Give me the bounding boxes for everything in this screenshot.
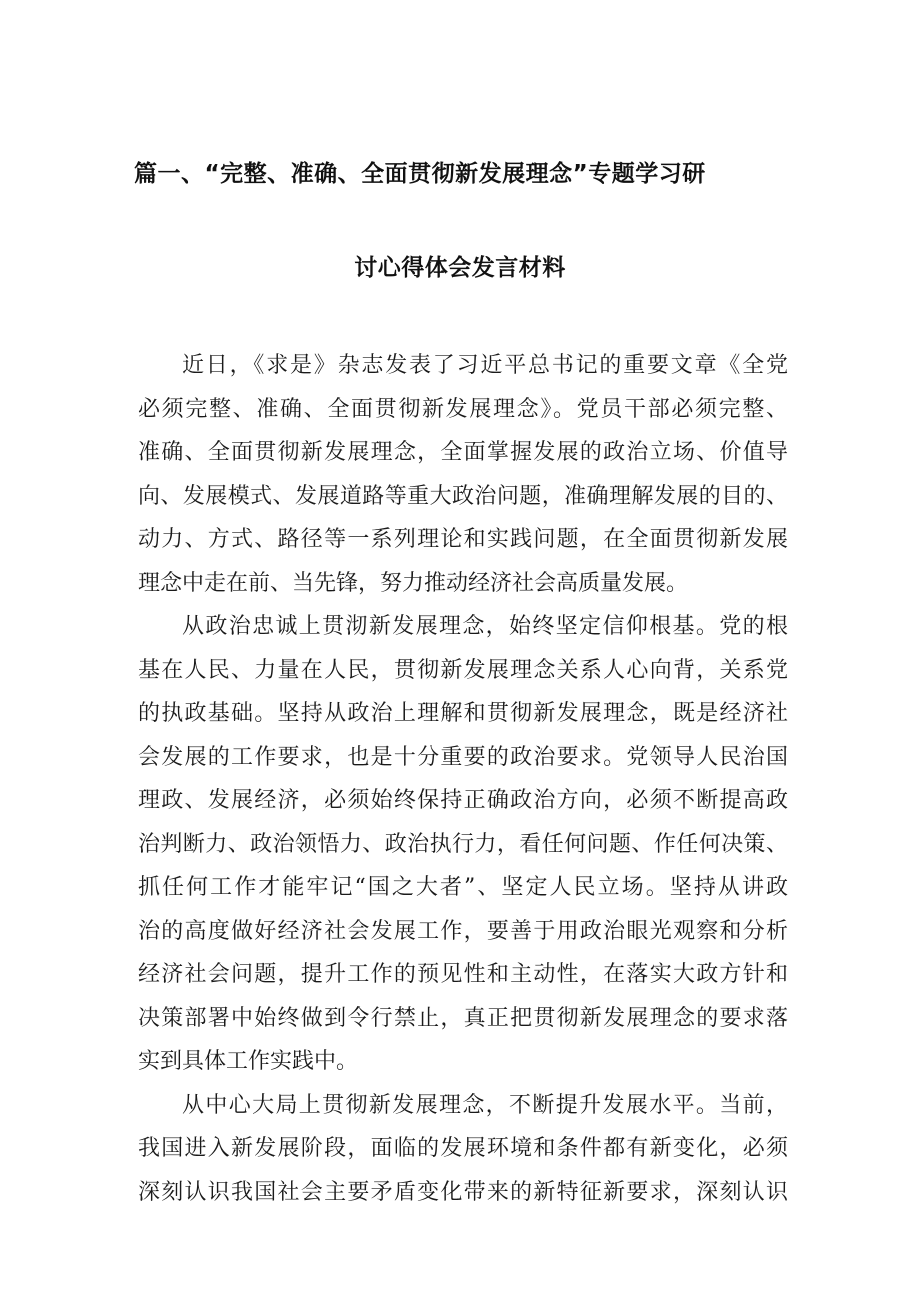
paragraph-1 [138,344,788,605]
paragraph-line: 动力、方式、路径等一系列理论和实践问题，在全面贯彻新发展 [138,527,788,552]
paragraph-line: 经济社会问题，提升工作的预见性和主动性，在落实大政方针和 [138,962,788,987]
paragraph-line: 决策部署中始终做到令行禁止，真正把贯彻新发展理念的要求落 [138,1005,788,1031]
paragraph-line: 深刻认识我国社会主要矛盾变化带来的新特征新要求，深刻认识 [138,1179,788,1205]
paragraph-3 [138,1084,788,1215]
paragraph-line: 必须完整、准确、全面贯彻新发展理念》。党员干部必须完整、 [138,396,788,422]
paragraph-line: 从政治忠诚上贯沏新发展理念，始终坚定信仰根基。党的根 [182,614,788,639]
paragraph-line: 治的高度做好经济社会发展工作，要善于用政治眼光观察和分析 [138,918,788,944]
paragraph-line: 的执政基础。坚持从政治上理解和贯彻新发展理念，既是经济社 [138,701,788,726]
paragraph-line: 理政、发展经济，必须始终保持正确政治方向，必须不断提高政 [138,788,788,813]
paragraph-line: 我国进入新发展阶段，面临的发展环境和条件都有新变化，必须 [138,1136,788,1161]
paragraph-line: 实到具体工作实践中。 [138,1049,359,1074]
document-title-line-2: 讨心得体会发言材料 [354,255,566,281]
paragraph-2 [138,605,788,1084]
paragraph-line: 会发展的工作要求，也是十分重要的政治要求。党领导人民治国 [138,744,788,770]
document-title-line-1: 篇一、“完整、准确、全面贯彻新发展理念”专题学习研 [134,161,706,187]
paragraph-line: 抓任何工作才能牢记“国之大者”、坚定人民立场。坚持从讲政 [138,875,788,900]
paragraph-line: 准确、全面贯彻新发展理念，全面掌握发展的政治立场、价值导 [138,440,788,465]
paragraph-line: 向、发展模式、发展道路等重大政治问题，准确理解发展的目的、 [138,483,788,509]
paragraph-line: 基在人民、力量在人民，贯彻新发展理念关系人心向背，关系党 [138,657,788,683]
paragraph-line: 治判断力、政治领悟力、政治执行力，看任何问题、作任何决策、 [138,831,788,857]
paragraph-line: 理念中走在前、当先锋，努力推动经济社会高质量发展。 [138,570,689,596]
paragraph-line: 从中心大局上贯彻新发展理念，不断提升发展水平。当前， [182,1092,788,1118]
document-body [138,344,788,1214]
paragraph-line: 近日，《求是》杂志发表了习近平总书记的重要文章《全党 [182,353,788,378]
